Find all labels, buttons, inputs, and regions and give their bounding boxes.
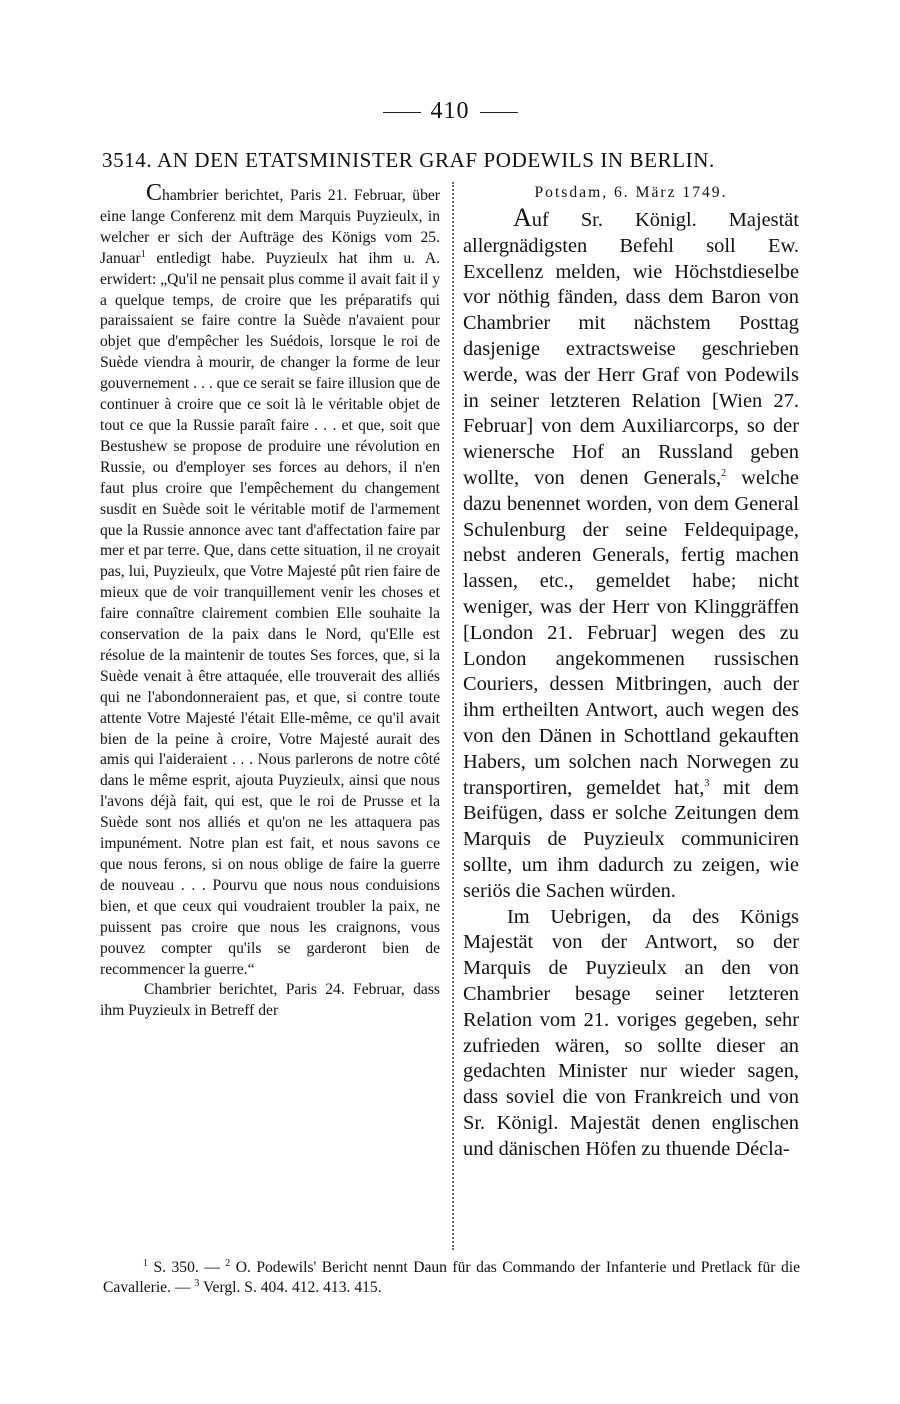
- footnote-mark-2: 2: [225, 1257, 231, 1269]
- footnote-1-text: S. 350. —: [148, 1259, 226, 1276]
- page-number-value: 410: [430, 98, 470, 124]
- right-paragraph-2: Im Uebrigen, da des Königs Majestät von der Antwort, so der Marquis de Puyzieulx an den von Chambrier besage seiner letzteren Relation vom 21. voriges gegeben, sehr zufrieden wären, so sollte dieser an gedachten Minister nur wieder sagen, dass soviel die von Frankreich und von Sr. Königl. Majestät denen englischen und dänischen Höfen zu thuende Décla-: [463, 905, 799, 1160]
- footnote-ref-2: 2: [721, 468, 727, 480]
- footnotes: [103, 1258, 800, 1297]
- footnote-ref-1: 1: [140, 248, 146, 260]
- left-paragraph-1-continuation: entledigt habe. Puyzieulx hat ihm u. A. erwidert: „Qu'il ne pensait plus comme il avait fait il y a quelque temps, de croire que les préparatifs qui paraissaient se faire contre la Suède n'avaient pour objet que d'empêcher les Suédois, lorsque le roi de Suède viendra à mourir, de changer la forme de leur gouvernement . . . que ce serait se faire illusion que de continuer à croire que ce soit là le véritable objet de tout ce que la Russie paraît faire . . . et que, soit que Bestushew se propose de produire une révolution en Russie, ou d'employer ses forces au dehors, il n'en faut plus croire que l'empêchement du changement susdit en Suède soit le véritable motif de l'armement que la Russie annonce avec tant d'affectation faire par mer et par terre. Que, dans cette situation, il ne croyait pas, lui, Puyzieulx, que Votre Majesté pût rien faire de mieux que de voir tranquillement venir les choses et faire connaître clairement combien Elle souhaite la conservation de la paix dans le Nord, qu'Elle est résolue de la maintenir de toutes Ses forces, que, si la Suède venait à être attaquée, elle trouverait des alliés qui ne l'abondonneraient pas, et que, si contre toute attente Votre Majesté l'était Elle-même, ce qu'il avait bien de la peine à croire, Votre Majesté aurait des amis qui l'aideraient . . . Nous parlerons de notre côté dans le même esprit, ajouta Puyzieulx, ainsi que nous l'avons déjà fait, qui est, que le roi de Prusse et la Suède sont nos alliés et qu'on ne les attaquera pas impunément. Notre plan est fait, et nous savons ce que nous ferons, si on nous oblige de faire la guerre de nouveau . . . Pourvu que nous nous conduisions bien, et que ceux qui voudraient troubler la paix, ne puissent pas croire que nous les craignons, vous pouvez compter qu'ils se garderont bien de recommencer la guerre.“: [100, 249, 440, 978]
- left-paragraph-1: [100, 180, 440, 980]
- column-divider: [452, 182, 454, 1250]
- right-paragraph-1: [463, 205, 799, 905]
- left-initial-letter: C: [146, 180, 163, 206]
- left-paragraph-2: Chambrier berichtet, Paris 24. Februar, dass ihm Puyzieulx in Betreff der: [100, 981, 440, 1020]
- page-number-dash-right: [480, 112, 518, 113]
- footnote-2-text: O. Podewils' Bericht nennt Daun für das Commando der Infanterie und Pretlack für die Cavallerie. —: [103, 1259, 800, 1296]
- footnote-block: [103, 1258, 800, 1297]
- dateline: Potsdam, 6. März 1749.: [534, 184, 728, 201]
- document-heading: 3514. AN DEN ETATSMINISTER GRAF PODEWILS IN BERLIN.: [102, 148, 715, 172]
- left-column: [100, 180, 440, 1022]
- left-paragraph-1-text: hambrier berichtet, Paris 21. Februar, über eine lange Conferenz mit dem Marquis Puyzieulx, in welcher er sich der Aufträge des Königs vom 25. Januar: [100, 187, 440, 267]
- right-paragraph-1-part-c: mit dem Beifügen, dass er solche Zeitungen dem Marquis de Puyzieulx communiciren sollte, um ihm dadurch zu zeigen, wie seriös die Sachen würden.: [463, 776, 799, 902]
- page-number-dash-left: [383, 112, 421, 113]
- footnote-3-text: Vergl. S. 404. 412. 413. 415.: [199, 1278, 382, 1296]
- footnote-mark-3: 3: [194, 1277, 200, 1289]
- footnote-ref-3: 3: [704, 777, 710, 789]
- right-initial-letter: A: [513, 203, 532, 232]
- right-paragraph-1-part-b: welche dazu benennet worden, von dem General Schulenburg der seine Feldequipage, nebst anderen Generals, fertig machen lassen, etc., gemeldet habe; nicht weniger, was der Herr von Klinggräffen [London 21. Februar] wegen des zu London angekommenen russischen Couriers, dessen Mitbringen, auch der ihm ertheilten Antwort, auch wegen des von den Dänen in Schottland gekauften Habers, um solchen nach Norwegen zu transportiren, gemeldet hat,: [463, 466, 799, 799]
- footnote-mark-1: 1: [143, 1257, 148, 1269]
- page-number: [0, 98, 900, 125]
- right-column: [463, 183, 799, 1162]
- right-paragraph-1-part-a: uf Sr. Königl. Majestät allergnädigsten Befehl soll Ew. Excellenz melden, wie Höchstdieselbe vor nöthig fänden, dass dem Baron von Chambrier mit nächstem Posttag dasjenige extractsweise geschrieben werde, was der Herr Graf von Podewils in seiner letzteren Relation [Wien 27. Februar] von dem Auxiliarcorps, so der wienersche Hof an Russland geben wollte, von denen Generals,: [463, 209, 799, 489]
